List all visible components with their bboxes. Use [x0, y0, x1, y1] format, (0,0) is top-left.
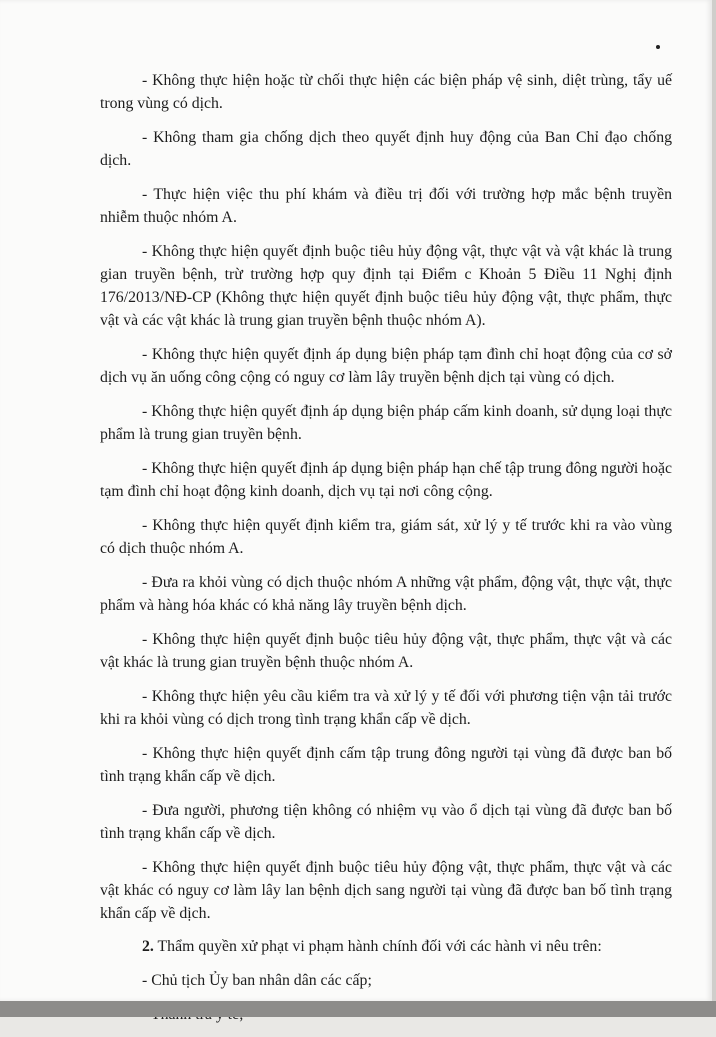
- section-heading-text: Thẩm quyền xử phạt vi phạm hành chính đối với các hành vi nêu trên:: [153, 938, 602, 955]
- page-right-edge: [712, 0, 716, 1001]
- violation-item: - Không thực hiện quyết định áp dụng biện pháp cấm kinh doanh, sử dụng loại thực phẩm là trung gian truyền bệnh.: [100, 403, 672, 443]
- violation-item: - Không thực hiện quyết định kiểm tra, giám sát, xử lý y tế trước khi ra vào vùng có dịch thuộc nhóm A.: [100, 517, 672, 557]
- violation-item: - Không thực hiện yêu cầu kiểm tra và xử lý y tế đối với phương tiện vận tải trước khi ra khỏi vùng có dịch trong tình trạng khẩn cấp về dịch.: [100, 688, 672, 728]
- violation-item: - Không thực hiện hoặc từ chối thực hiện các biện pháp vệ sinh, diệt trùng, tẩy uế trong vùng có dịch.: [100, 72, 672, 112]
- violation-item: - Không thực hiện quyết định buộc tiêu hủy động vật, thực phẩm, thực vật và các vật khác là trung gian truyền bệnh thuộc nhóm A.: [100, 631, 672, 671]
- violation-item: - Không thực hiện quyết định buộc tiêu hủy động vật, thực phẩm, thực vật và các vật khác có nguy cơ làm lây lan bệnh dịch sang người tại vùng đã được ban bố tình trạng khẩn cấp về dịch.: [100, 859, 672, 922]
- authority-item: - Chủ tịch Ủy ban nhân dân các cấp;: [142, 972, 372, 989]
- violation-item: - Không thực hiện quyết định buộc tiêu hủy động vật, thực vật và vật khác là trung gian truyền bệnh, trừ trường hợp quy định tại Điểm c Khoản 5 Điều 11 Nghị định 176/2013/NĐ-CP (Không thực hiện quyết định buộc tiêu hủy động vật, thực phẩm, thực vật và các vật khác là trung gian truyền bệnh thuộc nhóm A).: [100, 243, 672, 329]
- violation-item: - Đưa người, phương tiện không có nhiệm vụ vào ổ dịch tại vùng đã được ban bố tình trạng khẩn cấp về dịch.: [100, 802, 672, 842]
- violation-item: - Không thực hiện quyết định áp dụng biện pháp hạn chế tập trung đông người hoặc tạm đình chỉ hoạt động kinh doanh, dịch vụ tại nơi công cộng.: [100, 460, 672, 500]
- violation-item: - Thực hiện việc thu phí khám và điều trị đối với trường hợp mắc bệnh truyền nhiễm thuộc nhóm A.: [100, 186, 672, 226]
- section-heading: [100, 935, 672, 958]
- violation-item: - Không thực hiện quyết định cấm tập trung đông người tại vùng đã được ban bố tình trạng khẩn cấp về dịch.: [100, 745, 672, 785]
- violation-item: - Không tham gia chống dịch theo quyết định huy động của Ban Chỉ đạo chống dịch.: [100, 129, 672, 169]
- violation-item: - Đưa ra khỏi vùng có dịch thuộc nhóm A những vật phẩm, động vật, thực vật, thực phẩm và hàng hóa khác có khả năng lây truyền bệnh dịch.: [100, 574, 672, 614]
- section-number: 2.: [142, 938, 154, 955]
- violation-item: - Không thực hiện quyết định áp dụng biện pháp tạm đình chỉ hoạt động của cơ sở dịch vụ ăn uống công cộng có nguy cơ làm lây truyền bệnh dịch tại vùng có dịch.: [100, 346, 672, 386]
- scan-speck: [656, 45, 660, 49]
- document-body: [100, 69, 672, 1037]
- scan-bottom-border: [0, 1001, 716, 1017]
